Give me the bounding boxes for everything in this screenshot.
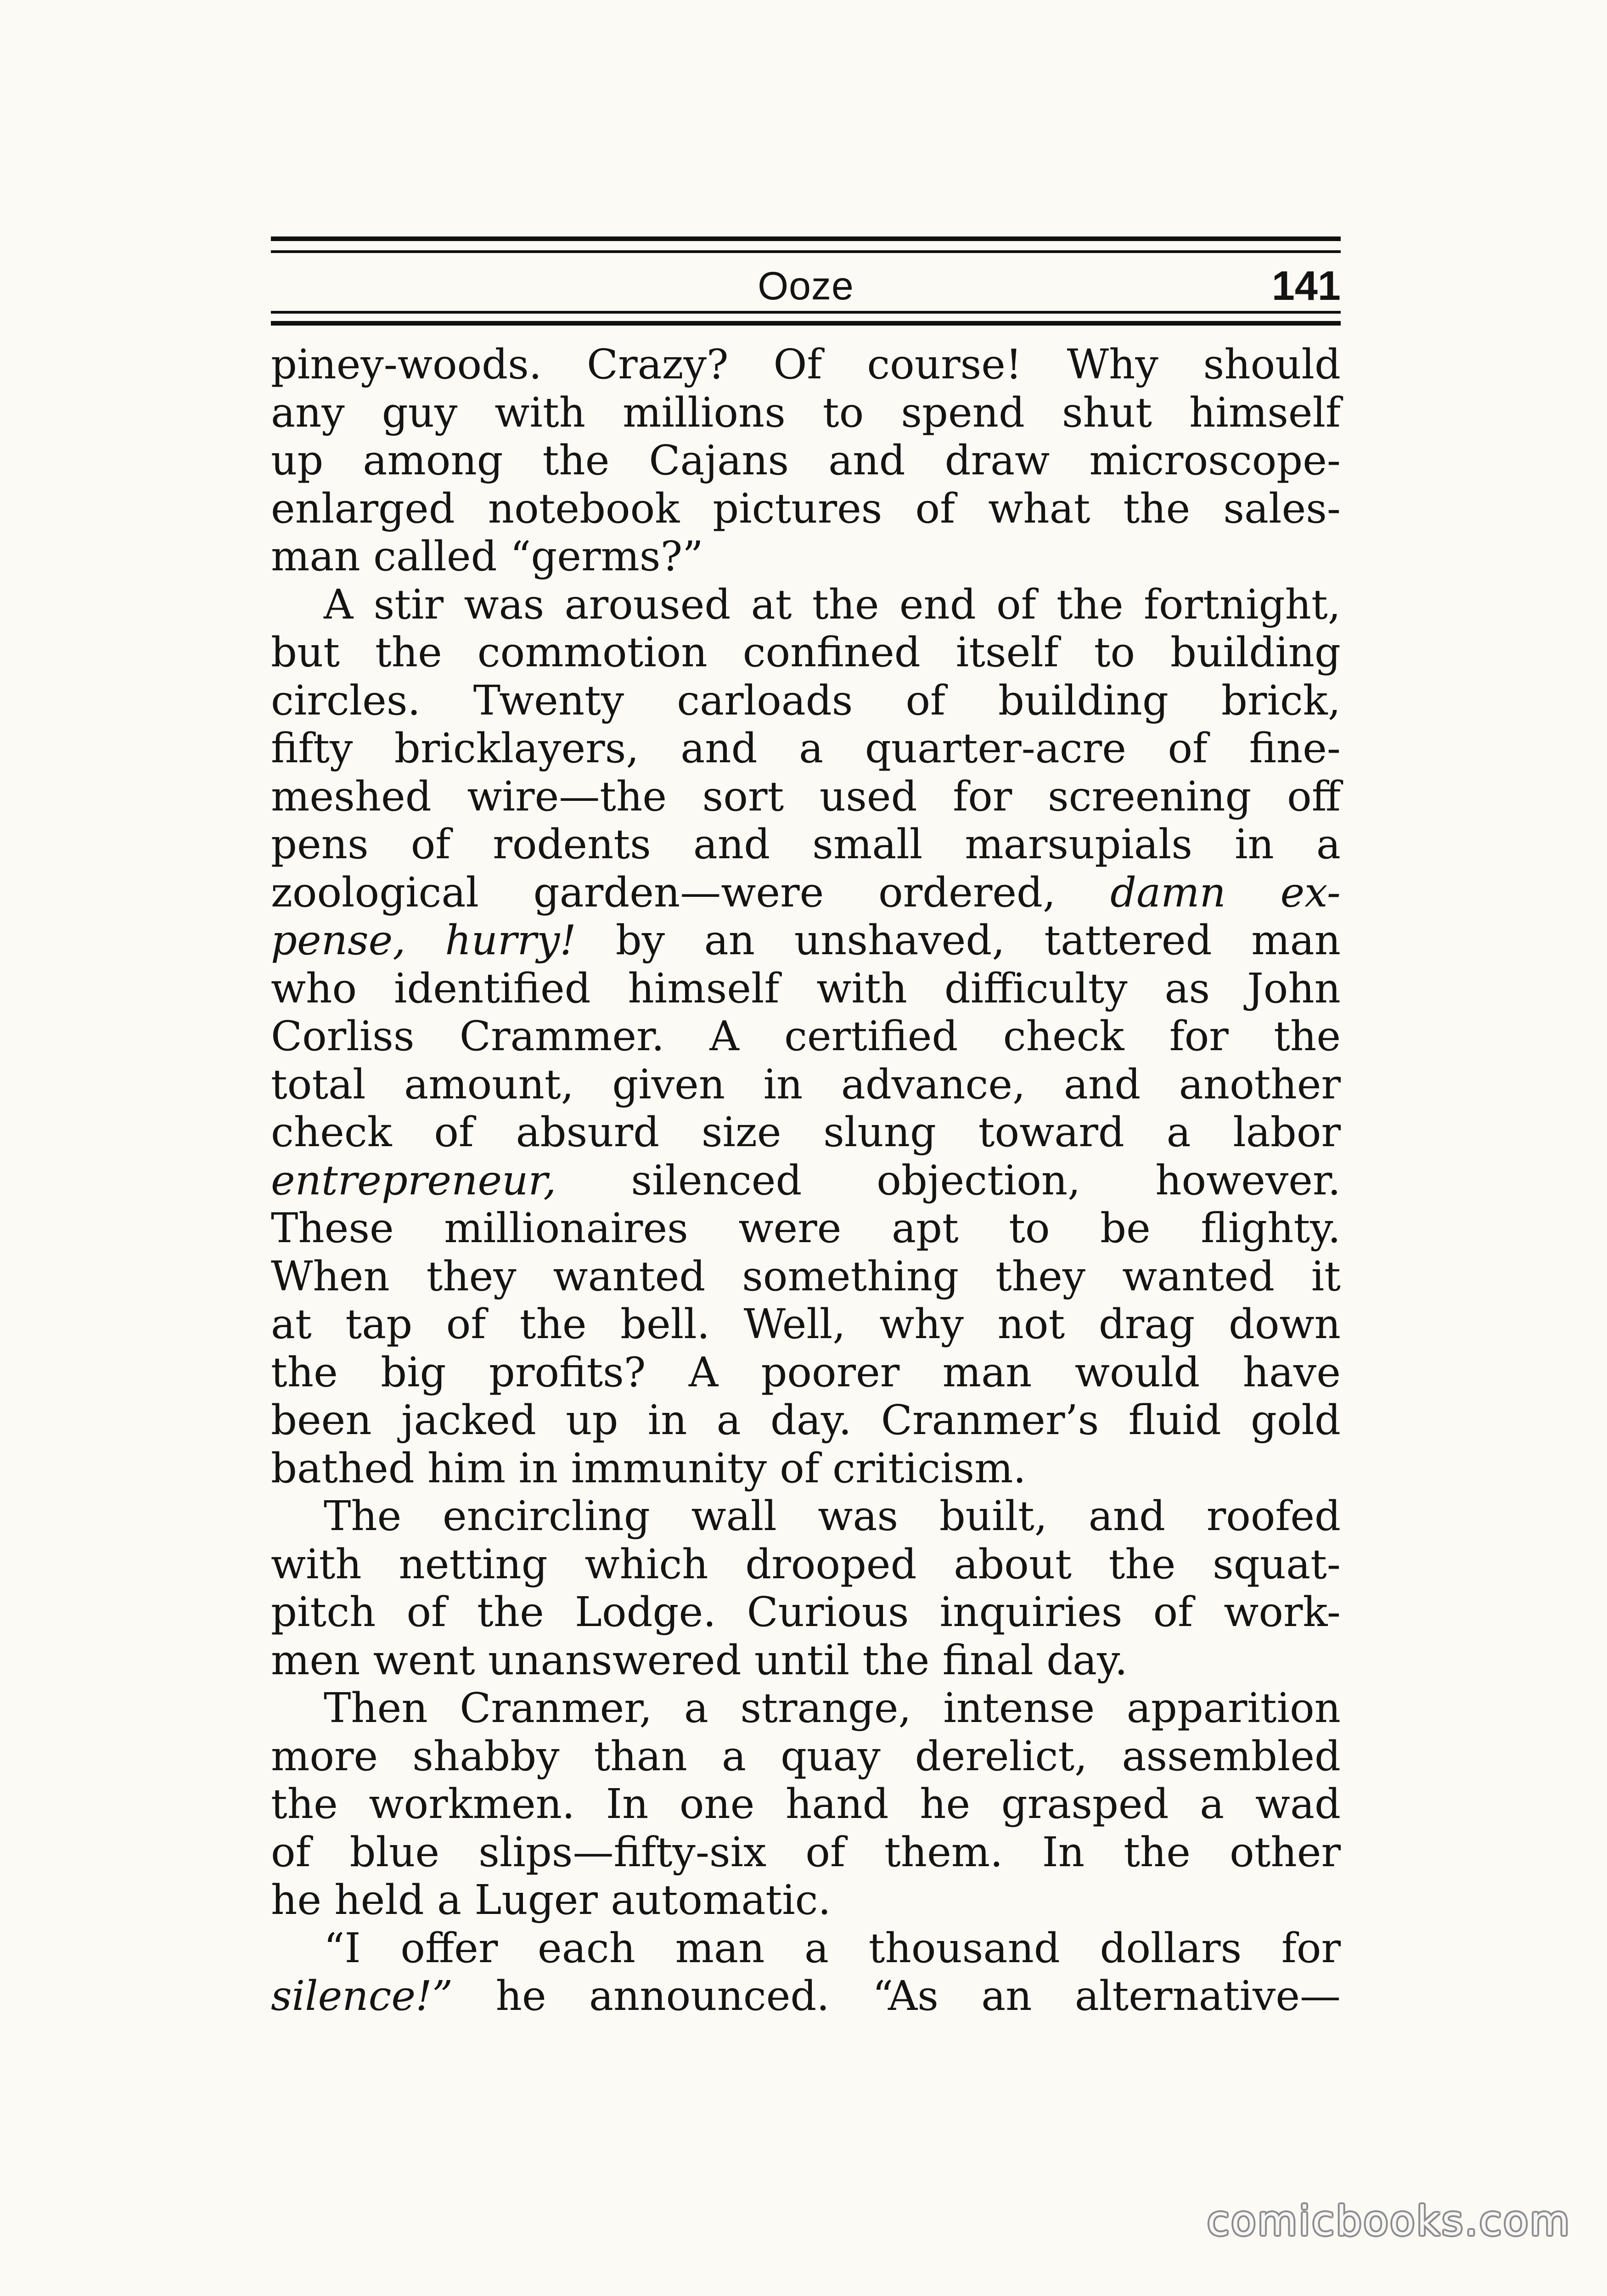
text-line: with netting which drooped about the squat- <box>271 1540 1341 1588</box>
text-line: pense, hurry! by an unshaved, tattered man <box>271 916 1341 964</box>
text-line: who identified himself with difficulty as John <box>271 964 1341 1012</box>
text-line: enlarged notebook pictures of what the sales- <box>271 484 1341 532</box>
text-line: These millionaires were apt to be flighty. <box>271 1204 1341 1252</box>
text-line: the big profits? A poorer man would have <box>271 1348 1341 1396</box>
running-head <box>271 259 1341 309</box>
book-page <box>271 236 1341 2020</box>
text-line: bathed him in immunity of criticism. <box>271 1444 1026 1492</box>
text-line: piney-woods. Crazy? Of course! Why should <box>271 340 1341 388</box>
text-line: men went unanswered until the final day. <box>271 1636 1128 1684</box>
italic-text: silence!” <box>271 1972 453 2020</box>
text-line: entrepreneur, silenced objection, however. <box>271 1156 1341 1204</box>
text-line: meshed wire—the sort used for screening off <box>271 772 1341 820</box>
site-watermark: comicbooks.com <box>1207 2197 1571 2245</box>
text-line: total amount, given in advance, and another <box>271 1060 1341 1108</box>
text-line: silence!” he announced. “As an alternative— <box>271 1972 1341 2020</box>
running-title: Ooze <box>758 264 854 308</box>
page-number: 141 <box>1271 263 1341 309</box>
text-line: the workmen. In one hand he grasped a wad <box>271 1780 1341 1828</box>
text-line: The encircling wall was built, and roofed <box>324 1492 1341 1540</box>
text-line: he held a Luger automatic. <box>271 1876 831 1924</box>
text-line: circles. Twenty carloads of building brick, <box>271 676 1341 724</box>
text-line: zoological garden—were ordered, damn ex- <box>271 868 1341 916</box>
text-line: fifty bricklayers, and a quarter-acre of fine- <box>271 724 1341 772</box>
text-line: been jacked up in a day. Cranmer’s fluid gold <box>271 1396 1341 1444</box>
text-line: Corliss Crammer. A certified check for the <box>271 1012 1341 1060</box>
italic-text: damn ex- <box>1110 868 1341 916</box>
header-rule-thick <box>271 236 1341 241</box>
text-line: more shabby than a quay derelict, assembled <box>271 1732 1341 1780</box>
text-line: Then Cranmer, a strange, intense apparition <box>324 1684 1341 1732</box>
text-line: “I offer each man a thousand dollars for <box>324 1924 1341 1972</box>
text-line: pitch of the Lodge. Curious inquiries of work- <box>271 1588 1341 1636</box>
header-rule-thick-lower <box>271 321 1341 326</box>
text-line: of blue slips—fifty-six of them. In the other <box>271 1828 1341 1876</box>
text-line: up among the Cajans and draw microscope- <box>271 436 1341 484</box>
text-line: When they wanted something they wanted it <box>271 1252 1341 1300</box>
text-line: at tap of the bell. Well, why not drag down <box>271 1300 1341 1348</box>
header-bottom-rules <box>271 309 1341 329</box>
text-line: A stir was aroused at the end of the fortnight, <box>324 580 1341 628</box>
text-line: any guy with millions to spend shut himself <box>271 388 1341 436</box>
text-line: but the commotion confined itself to building <box>271 628 1341 676</box>
header-rule-thin-lower <box>271 311 1341 314</box>
text-line: pens of rodents and small marsupials in a <box>271 820 1341 868</box>
header-rule-thin <box>271 250 1341 253</box>
text-line: man called “germs?” <box>271 532 703 580</box>
italic-text: entrepreneur, <box>271 1156 556 1204</box>
body-text <box>271 340 1341 2020</box>
header-top-rules <box>271 236 1341 259</box>
italic-text: pense, hurry! <box>271 916 577 964</box>
text-line: check of absurd size slung toward a labor <box>271 1108 1341 1156</box>
